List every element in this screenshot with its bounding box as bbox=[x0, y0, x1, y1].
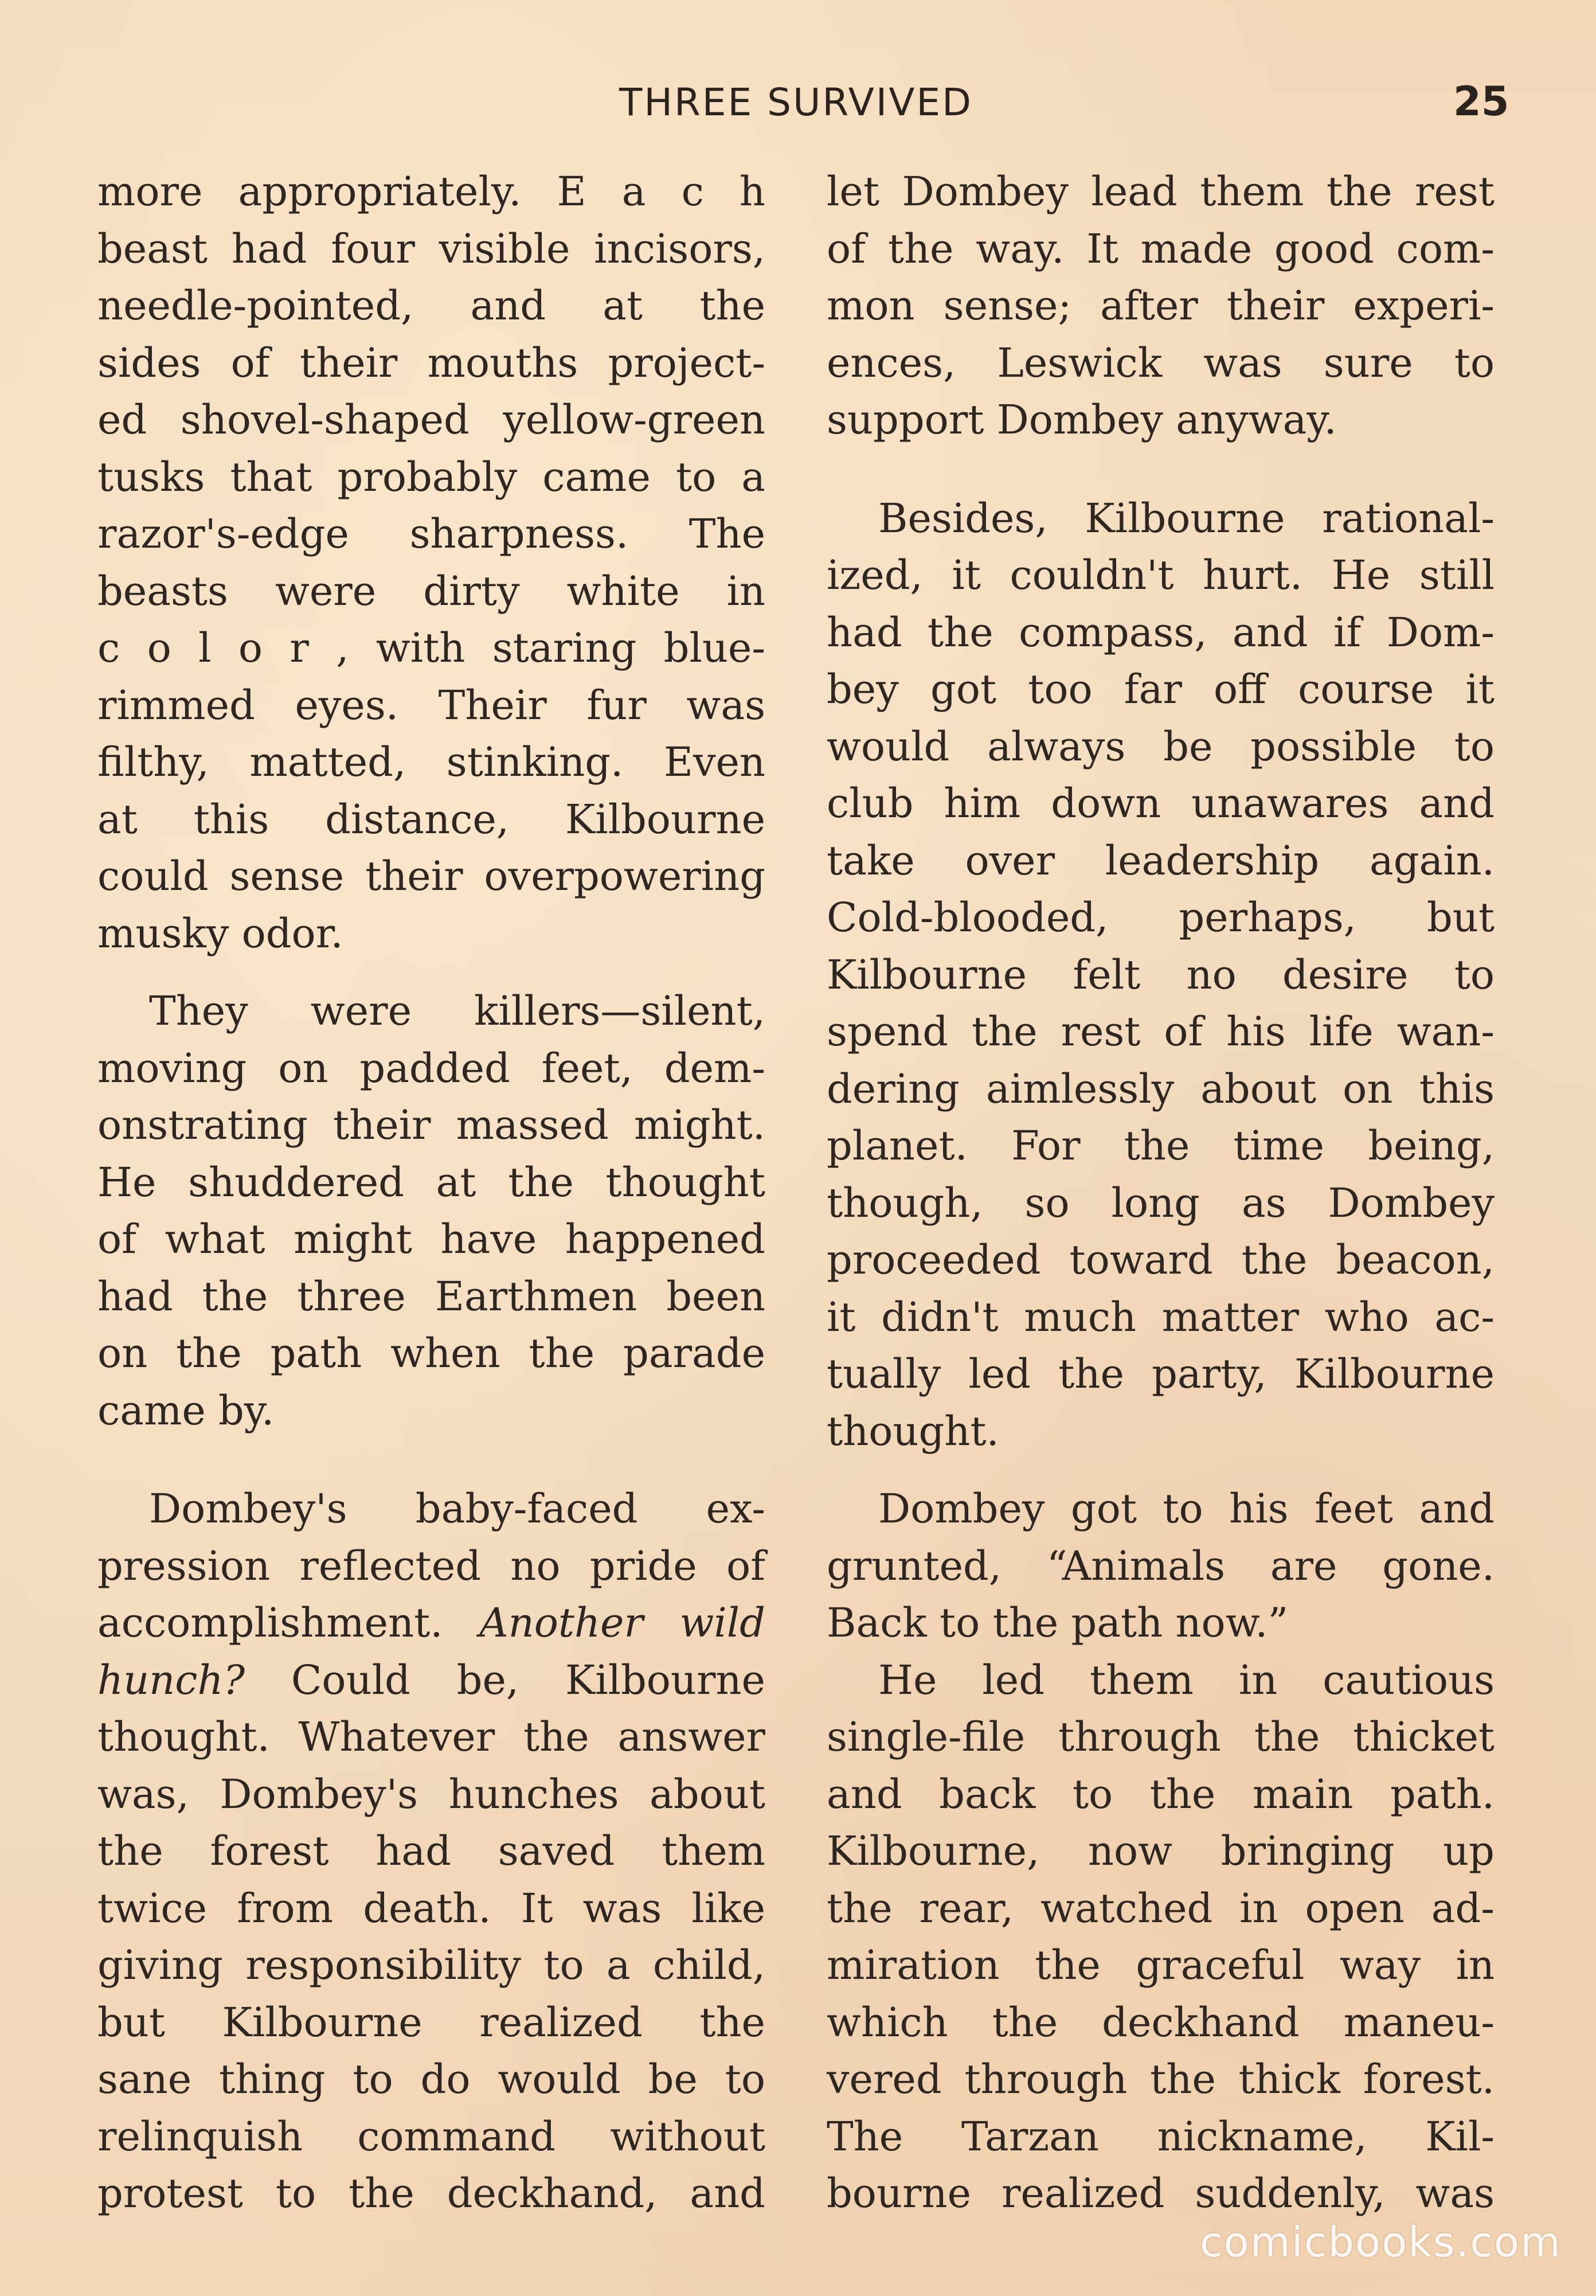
paragraph bbox=[97, 163, 765, 962]
text-line: Kilbourne, now bringing up bbox=[827, 1828, 1495, 1875]
watermark: comicbooks.com bbox=[1199, 2218, 1562, 2266]
italic-fragment: hunch? bbox=[97, 1656, 245, 1704]
text-line: pression reflected no pride of bbox=[97, 1542, 765, 1590]
text-line: thought. bbox=[827, 1407, 999, 1455]
page-header bbox=[0, 80, 1596, 138]
text-line: razor's-edge sharpness. The bbox=[97, 510, 765, 557]
text-line: needle-pointed, and at the bbox=[97, 282, 765, 329]
text-line: tually led the party, Kilbourne bbox=[827, 1350, 1495, 1397]
text-line: He shuddered at the thought bbox=[97, 1158, 765, 1206]
text-line: came by. bbox=[97, 1387, 275, 1434]
text-line: Cold-blooded, perhaps, but bbox=[827, 894, 1495, 941]
text-line: and back to the main path. bbox=[827, 1770, 1495, 1818]
text-line: ed shovel-shaped yellow-green bbox=[97, 396, 765, 443]
text-fragment: Could be, Kilbourne bbox=[245, 1656, 765, 1704]
text-line: miration the graceful way in bbox=[827, 1942, 1495, 1989]
text-line: The Tarzan nickname, Kil- bbox=[827, 2113, 1495, 2160]
text-line: c o l o r , with staring blue- bbox=[97, 624, 765, 671]
text-line: musky odor. bbox=[97, 909, 343, 957]
text-line: protest to the deckhand, and bbox=[97, 2170, 765, 2217]
text-line: sides of their mouths project- bbox=[97, 339, 765, 386]
text-line: dering aimlessly about on this bbox=[827, 1065, 1495, 1112]
text-line: ences, Leswick was sure to bbox=[827, 339, 1495, 386]
text-line: though, so long as Dombey bbox=[827, 1179, 1495, 1227]
text-line: the rear, watched in open ad- bbox=[827, 1884, 1495, 1932]
text-line: moving on padded feet, dem- bbox=[97, 1044, 765, 1092]
text-line bbox=[97, 1595, 765, 1652]
text-line: support Dombey anyway. bbox=[827, 396, 1337, 443]
text-line: He led them in cautious bbox=[878, 1656, 1495, 1704]
text-line: Back to the path now.” bbox=[827, 1599, 1289, 1646]
text-line: filthy, matted, stinking. Even bbox=[97, 739, 765, 786]
paragraph bbox=[97, 983, 765, 1439]
text-line: ized, it couldn't hurt. He still bbox=[827, 552, 1495, 599]
text-line: had the compass, and if Dom- bbox=[827, 608, 1495, 656]
text-line: vered through the thick forest. bbox=[827, 2056, 1495, 2103]
paragraph bbox=[827, 1481, 1495, 1652]
text-line: take over leadership again. bbox=[827, 837, 1495, 884]
right-column bbox=[827, 163, 1495, 2223]
paragraph bbox=[827, 490, 1495, 1461]
text-line: thought. Whatever the answer bbox=[97, 1713, 765, 1760]
text-line: but Kilbourne realized the bbox=[97, 1998, 765, 2046]
text-line: rimmed eyes. Their fur was bbox=[97, 681, 765, 729]
text-line: giving responsibility to a child, bbox=[97, 1942, 765, 1989]
text-line: let Dombey lead them the rest bbox=[827, 168, 1495, 215]
text-line: sane thing to do would be to bbox=[97, 2056, 765, 2103]
paragraph bbox=[827, 1652, 1495, 2223]
paragraph bbox=[97, 1481, 765, 2223]
text-line: single-file through the thicket bbox=[827, 1713, 1495, 1760]
text-line: it didn't much matter who ac- bbox=[827, 1293, 1495, 1341]
page-number: 25 bbox=[1453, 78, 1509, 125]
text-line: club him down unawares and bbox=[827, 780, 1495, 827]
text-line: spend the rest of his life wan- bbox=[827, 1008, 1495, 1055]
left-column bbox=[97, 163, 765, 2223]
text-line: tusks that probably came to a bbox=[97, 453, 765, 501]
text-line: proceeded toward the beacon, bbox=[827, 1236, 1495, 1283]
text-line: was, Dombey's hunches about bbox=[97, 1770, 765, 1818]
text-line: mon sense; after their experi- bbox=[827, 282, 1495, 329]
paragraph bbox=[827, 163, 1495, 449]
text-line: beasts were dirty white in bbox=[97, 567, 765, 615]
text-line: bourne realized suddenly, was bbox=[827, 2170, 1495, 2217]
text-line: They were killers—silent, bbox=[149, 987, 765, 1034]
text-line: on the path when the parade bbox=[97, 1330, 765, 1377]
text-line: planet. For the time being, bbox=[827, 1122, 1495, 1169]
text-line: grunted, “Animals are gone. bbox=[827, 1542, 1495, 1590]
text-line: onstrating their massed might. bbox=[97, 1102, 765, 1149]
text-line: of what might have happened bbox=[97, 1216, 765, 1263]
text-line: relinquish command without bbox=[97, 2113, 765, 2160]
text-line: beast had four visible incisors, bbox=[97, 225, 765, 272]
text-line: more appropriately. E a c h bbox=[97, 168, 765, 215]
text-line: would always be possible to bbox=[827, 723, 1495, 770]
text-line: which the deckhand maneu- bbox=[827, 1998, 1495, 2046]
text-line: at this distance, Kilbourne bbox=[97, 795, 765, 843]
text-line: Kilbourne felt no desire to bbox=[827, 951, 1495, 998]
text-line: Dombey's baby-faced ex- bbox=[149, 1485, 765, 1532]
text-line: the forest had saved them bbox=[97, 1828, 765, 1875]
text-line: Dombey got to his feet and bbox=[878, 1485, 1495, 1532]
text-line: twice from death. It was like bbox=[97, 1884, 765, 1932]
text-line: of the way. It made good com- bbox=[827, 225, 1495, 272]
italic-fragment: Another wild bbox=[479, 1599, 765, 1646]
text-line: Besides, Kilbourne rational- bbox=[878, 494, 1495, 542]
running-title: THREE SURVIVED bbox=[619, 80, 973, 124]
text-line: bey got too far off course it bbox=[827, 666, 1495, 713]
text-line bbox=[97, 1652, 765, 1709]
text-fragment: accomplishment. bbox=[97, 1599, 480, 1646]
text-line: could sense their overpowering bbox=[97, 853, 765, 900]
text-line: had the three Earthmen been bbox=[97, 1272, 765, 1320]
